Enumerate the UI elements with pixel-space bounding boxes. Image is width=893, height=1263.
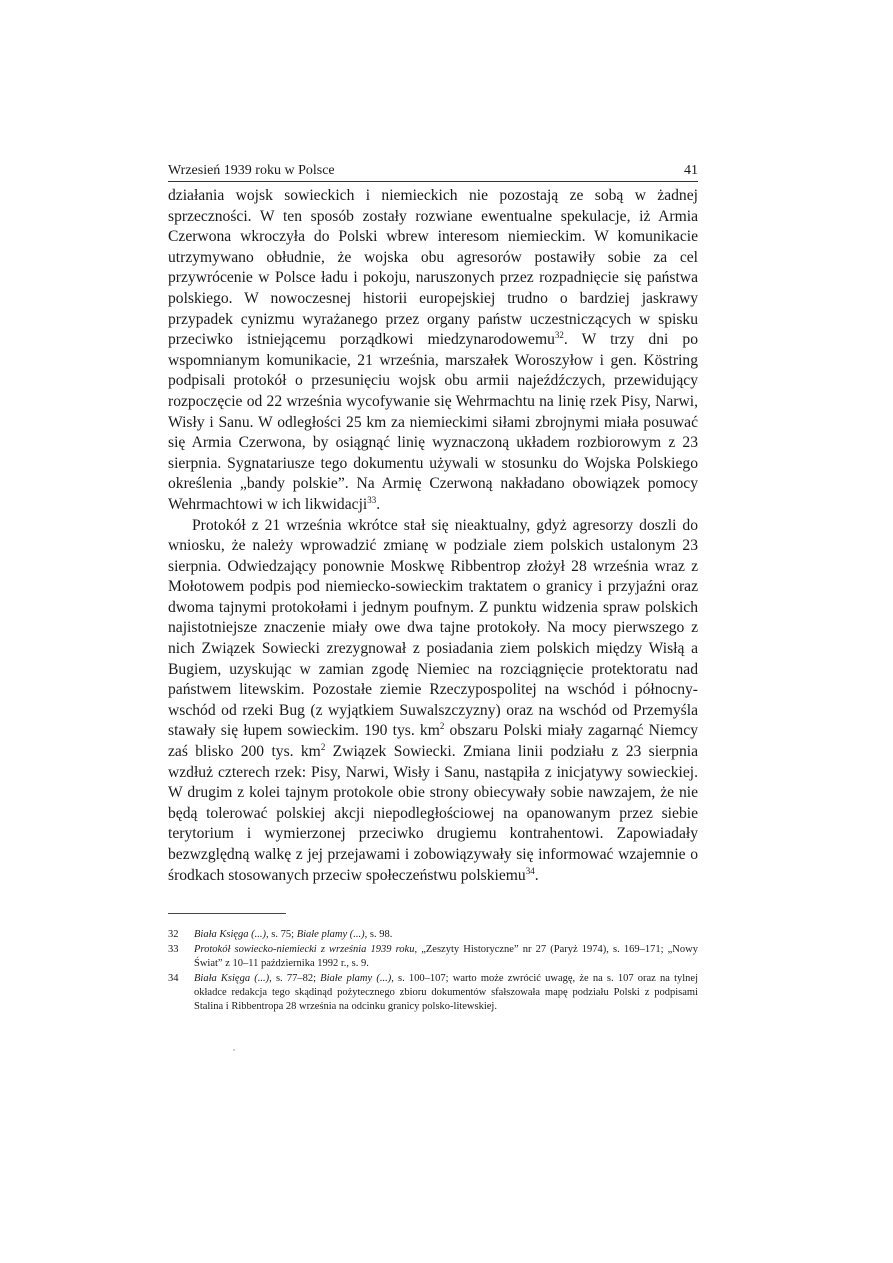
footnote-title: Biała Księga (...) [194, 973, 270, 984]
paragraph-text: . W trzy dni po wspomnianym komunikacie, 21 września, marszałek Woroszyłow i gen. Köstring podpisali protokół o przesunięciu wojsk obu armii najeźdźczych, przewidujący rozpoczęcie od 22 września wycofywanie się Wehrmachtu na linię rzek Pisy, Narwi, Wisły i Sanu. W odległości 25 km za niemieckimi siłami zbrojnymi miała posuwać się Armia Czerwona, by osiągnąć linię wyznaczoną układem rozbiorowym z 23 sierpnia. Sygnatariusze tego dokumentu używali w stosunku do Wojska Polskiego określenia „bandy polskie”. Na Armię Czerwoną nakładano obowiązek pomocy Wehrmachtowi w ich likwidacji [168, 331, 698, 513]
superscript-2: 2 [320, 741, 326, 752]
footnote-ref-34: 34 [525, 865, 535, 876]
running-header [168, 163, 698, 182]
scan-speck [233, 1049, 235, 1051]
footnote-32 [168, 928, 698, 942]
footnote-text: , s. 100–107; warto może zwrócić uwagę, że na s. 107 oraz na tylnej okładce redakcja tego skądinąd pożytecznego zbioru dokumentów sfałszowała mapę podziału Polski z podpisami Stalina i Ribbentropa 28 września na odcinku granicy polsko-litewskiej. [194, 973, 698, 1012]
paragraph-text: obszaru Polski miały zagarnąć Niemcy zaś blisko 200 tys. km [168, 722, 698, 761]
footnote-text: , s. 75; [266, 929, 297, 940]
paragraph-text: . [376, 495, 381, 513]
paragraph-text: . [534, 866, 539, 884]
footnote-number: 33 [168, 944, 179, 955]
footnote-divider [168, 913, 286, 914]
footnote-text: , s. 98. [364, 929, 393, 940]
footnote-text: , „Zeszyty Historyczne” nr 27 (Paryż 1974), s. 169–171; „Nowy Świat” z 10–11 października 1992 r., s. 9. [194, 944, 698, 969]
paragraph-1 [168, 186, 698, 516]
footnote-title: Biała Księga (...) [194, 929, 267, 940]
footnote-number: 32 [168, 929, 179, 940]
paragraph-2 [168, 516, 698, 887]
footnote-number: 34 [168, 973, 179, 984]
footnote-ref-32: 32 [554, 329, 564, 340]
footnote-ref-33: 33 [367, 494, 377, 505]
header-title: Wrzesień 1939 roku w Polsce [168, 163, 335, 178]
paragraph-text: Związek Sowiecki. Zmiana linii podziału z 23 sierpnia wzdłuż czterech rzek: Pisy, Narwi, Wisły i Sanu, nastąpiła z inicjatywy sowieckiej. W drugim z kolei tajnym protokole obie strony obiecywały sobie nawzajem, że nie będą tolerować polskiej akcji niepodległościowej na opanowanym przez siebie terytorium i wymierzonej przeciwko drugiemu kontrahentowi. Zapowiadały bezwzględną walkę z jej przejawami i zobowiązywały się informować wzajemnie o środkach stosowanych przeciw społeczeństwu polskiemu [168, 743, 698, 884]
main-text [168, 186, 698, 886]
paragraph-text: Protokół z 21 września wkrótce stał się nieaktualny, gdyż agresorzy doszli do wniosku, że należy wprowadzić zmianę w podziale ziem polskich ustalonym 23 sierpnia. Odwiedzający ponownie Moskwę Ribbentrop złożył 28 września wraz z Mołotowem podpis pod niemiecko-sowieckim traktatem o granicy i przyjaźni oraz dwoma tajnymi protokołami i jednym poufnym. Z punktu widzenia spraw polskich najistotniejsze znaczenie miały owe dwa tajne protokoły. Na mocy pierwszego z nich Związek Sowiecki zrezygnował z posiadania ziem polskich między Wisłą a Bugiem, uzyskując w zamian zgodę Niemiec na rozciągnięcie protektoratu nad państwem litewskim. Pozostałe ziemie Rzeczypospolitej na wschód i północny-wschód od rzeki Bug (z wyjątkiem Suwalszczyzny) oraz na wschód od Przemyśla stawały się łupem sowieckim. 190 tys. km [168, 516, 698, 740]
footnote-title: Białe plamy (...) [320, 973, 392, 984]
footnote-33 [168, 943, 698, 971]
footnote-title: Protokół sowiecko-niemiecki z września 1939 roku [194, 944, 415, 955]
superscript-2: 2 [439, 721, 445, 732]
paragraph-text: działania wojsk sowieckich i niemieckich nie pozostają ze sobą w żadnej sprzeczności. W ten sposób zostały rozwiane ewentualne spekulacje, iż Armia Czerwona wkroczyła do Polski wbrew interesom niemieckim. W komunikacie utrzymywano obłudnie, że wojska obu agresorów postawiły sobie za cel przywrócenie w Polsce ładu i pokoju, naruszonych przez rozpadnięcie się państwa polskiego. W nowoczesnej historii europejskiej trudno o bardziej jaskrawy przypadek cynizmu wyrażanego przez organy państw uczestniczących w spisku przeciwko istniejącemu porządkowi miedzynarodowemu [168, 187, 698, 349]
footnote-34 [168, 972, 698, 1014]
page-number: 41 [684, 163, 698, 178]
footnotes [168, 928, 698, 1015]
footnote-title: Białe plamy (...) [296, 929, 365, 940]
footnote-text: , s. 77–82; [269, 973, 321, 984]
